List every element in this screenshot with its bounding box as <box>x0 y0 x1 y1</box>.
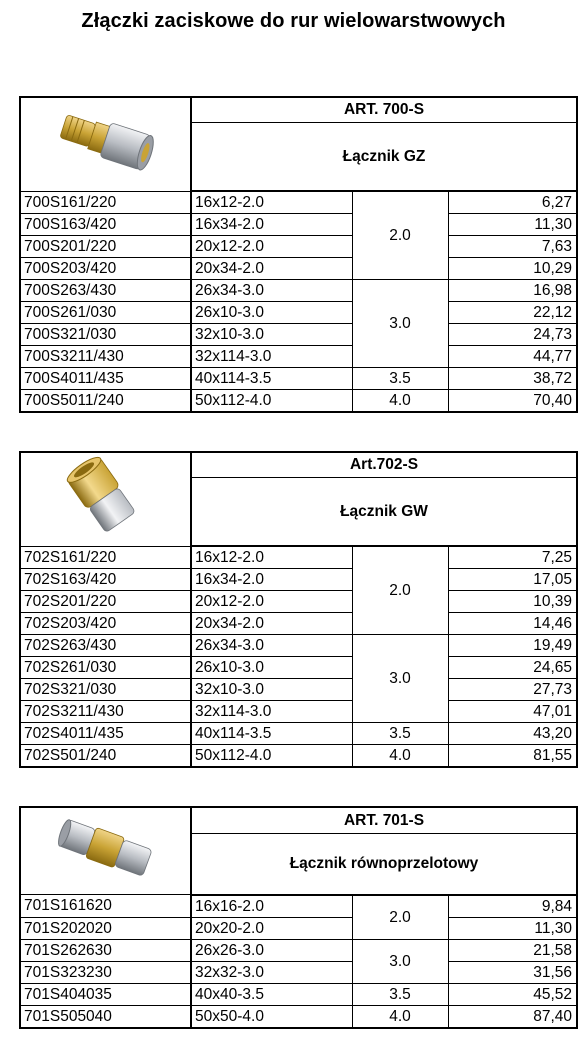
price: 70,40 <box>448 390 577 413</box>
price: 27,73 <box>448 679 577 701</box>
product-code: 701S161620 <box>20 895 191 918</box>
price: 7,25 <box>448 546 577 569</box>
product-code: 700S203/420 <box>20 258 191 280</box>
size-spec: 16x12-2.0 <box>191 546 352 569</box>
product-code: 702S4011/435 <box>20 723 191 745</box>
price: 38,72 <box>448 368 577 390</box>
product-code: 700S261/030 <box>20 302 191 324</box>
size-spec: 40x40-3.5 <box>191 983 352 1005</box>
table-row <box>20 236 577 258</box>
price-table <box>19 806 578 1029</box>
size-spec: 32x114-3.0 <box>191 346 352 368</box>
price: 14,46 <box>448 613 577 635</box>
product-name: Łącznik GZ <box>191 123 577 192</box>
size-spec: 20x34-2.0 <box>191 258 352 280</box>
price: 47,01 <box>448 701 577 723</box>
price: 7,63 <box>448 236 577 258</box>
price: 81,55 <box>448 745 577 768</box>
article-number: ART. 701-S <box>191 807 577 834</box>
table-row <box>20 302 577 324</box>
pressure-class: 3.5 <box>352 983 448 1005</box>
pressure-class: 4.0 <box>352 390 448 413</box>
pressure-class: 4.0 <box>352 745 448 768</box>
pressure-class: 4.0 <box>352 1005 448 1028</box>
table-row <box>20 324 577 346</box>
price: 24,73 <box>448 324 577 346</box>
product-code: 702S3211/430 <box>20 701 191 723</box>
product-code: 700S163/420 <box>20 214 191 236</box>
table-row <box>20 745 577 768</box>
pressure-class: 3.5 <box>352 368 448 390</box>
size-spec: 20x12-2.0 <box>191 236 352 258</box>
price: 6,27 <box>448 191 577 214</box>
price: 11,30 <box>448 917 577 939</box>
table-row <box>20 390 577 413</box>
price: 10,29 <box>448 258 577 280</box>
product-code: 702S161/220 <box>20 546 191 569</box>
product-code: 702S263/430 <box>20 635 191 657</box>
pressure-class: 2.0 <box>352 191 448 280</box>
product-code: 700S5011/240 <box>20 390 191 413</box>
table-row <box>20 679 577 701</box>
size-spec: 32x10-3.0 <box>191 679 352 701</box>
size-spec: 26x26-3.0 <box>191 939 352 961</box>
pressure-class: 2.0 <box>352 895 448 940</box>
table-row <box>20 280 577 302</box>
product-code: 702S321/030 <box>20 679 191 701</box>
product-code: 701S404035 <box>20 983 191 1005</box>
size-spec: 32x32-3.0 <box>191 961 352 983</box>
size-spec: 50x112-4.0 <box>191 390 352 413</box>
table-row <box>20 591 577 613</box>
price: 21,58 <box>448 939 577 961</box>
product-image <box>20 452 191 546</box>
table-row <box>20 917 577 939</box>
product-image <box>20 807 191 895</box>
product-code: 700S4011/435 <box>20 368 191 390</box>
price: 24,65 <box>448 657 577 679</box>
pressure-class: 3.0 <box>352 939 448 983</box>
table-row <box>20 214 577 236</box>
table-row <box>20 635 577 657</box>
table-row <box>20 657 577 679</box>
table-row <box>20 569 577 591</box>
product-code: 700S321/030 <box>20 324 191 346</box>
product-name: Łącznik równoprzelotowy <box>191 834 577 895</box>
table-row <box>20 939 577 961</box>
price: 31,56 <box>448 961 577 983</box>
size-spec: 16x34-2.0 <box>191 214 352 236</box>
threaded-female-fitting-icon <box>61 523 151 540</box>
size-spec: 20x20-2.0 <box>191 917 352 939</box>
product-code: 702S201/220 <box>20 591 191 613</box>
article-number: Art.702-S <box>191 452 577 478</box>
product-code: 701S202020 <box>20 917 191 939</box>
product-code: 700S263/430 <box>20 280 191 302</box>
product-code: 702S261/030 <box>20 657 191 679</box>
product-code: 700S3211/430 <box>20 346 191 368</box>
price-table <box>19 96 578 413</box>
size-spec: 40x114-3.5 <box>191 368 352 390</box>
size-spec: 16x16-2.0 <box>191 895 352 918</box>
size-spec: 32x114-3.0 <box>191 701 352 723</box>
straight-coupling-fitting-icon <box>56 875 156 892</box>
table-row <box>20 613 577 635</box>
product-code: 700S201/220 <box>20 236 191 258</box>
product-code: 702S203/420 <box>20 613 191 635</box>
pressure-class: 3.0 <box>352 280 448 368</box>
product-code: 700S161/220 <box>20 191 191 214</box>
pressure-class: 3.5 <box>352 723 448 745</box>
product-code: 702S501/240 <box>20 745 191 768</box>
price: 19,49 <box>448 635 577 657</box>
size-spec: 26x34-3.0 <box>191 280 352 302</box>
size-spec: 32x10-3.0 <box>191 324 352 346</box>
price: 16,98 <box>448 280 577 302</box>
table-row <box>20 983 577 1005</box>
table-row <box>20 368 577 390</box>
page-title: Złączki zaciskowe do rur wielowarstwowych <box>81 10 506 32</box>
table-row <box>20 346 577 368</box>
size-spec: 16x34-2.0 <box>191 569 352 591</box>
table-row <box>20 191 577 214</box>
size-spec: 26x34-3.0 <box>191 635 352 657</box>
table-row <box>20 258 577 280</box>
size-spec: 50x112-4.0 <box>191 745 352 768</box>
size-spec: 26x10-3.0 <box>191 302 352 324</box>
article-number: ART. 700-S <box>191 97 577 123</box>
size-spec: 50x50-4.0 <box>191 1005 352 1028</box>
price: 22,12 <box>448 302 577 324</box>
product-code: 701S262630 <box>20 939 191 961</box>
price: 9,84 <box>448 895 577 918</box>
size-spec: 26x10-3.0 <box>191 657 352 679</box>
table-row <box>20 546 577 569</box>
price: 43,20 <box>448 723 577 745</box>
size-spec: 20x12-2.0 <box>191 591 352 613</box>
product-name: Łącznik GW <box>191 478 577 547</box>
price: 10,39 <box>448 591 577 613</box>
size-spec: 16x12-2.0 <box>191 191 352 214</box>
price: 11,30 <box>448 214 577 236</box>
price: 44,77 <box>448 346 577 368</box>
table-row <box>20 701 577 723</box>
product-image <box>20 97 191 191</box>
table-row <box>20 895 577 918</box>
price: 17,05 <box>448 569 577 591</box>
price-table <box>19 451 578 768</box>
product-code: 702S163/420 <box>20 569 191 591</box>
table-row <box>20 1005 577 1028</box>
table-row <box>20 961 577 983</box>
table-row <box>20 723 577 745</box>
pressure-class: 2.0 <box>352 546 448 635</box>
price: 87,40 <box>448 1005 577 1028</box>
product-code: 701S505040 <box>20 1005 191 1028</box>
threaded-male-fitting-icon <box>51 167 161 184</box>
price: 45,52 <box>448 983 577 1005</box>
product-code: 701S323230 <box>20 961 191 983</box>
size-spec: 40x114-3.5 <box>191 723 352 745</box>
pressure-class: 3.0 <box>352 635 448 723</box>
size-spec: 20x34-2.0 <box>191 613 352 635</box>
